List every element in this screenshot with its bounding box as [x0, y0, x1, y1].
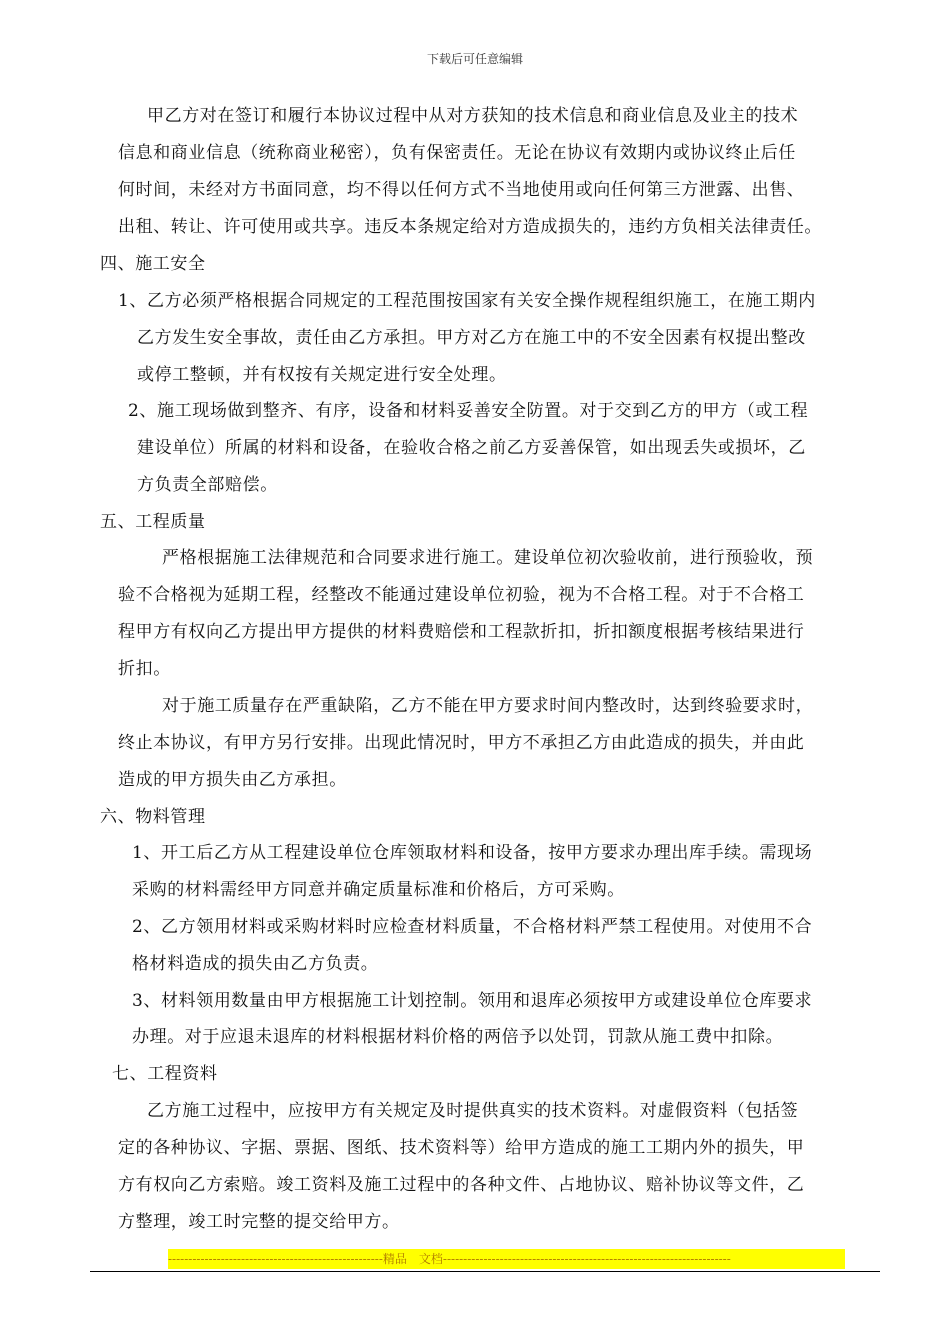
text-line: 信息和商业信息（统称商业秘密），负有保密责任。无论在协议有效期内或协议终止后任	[118, 143, 796, 163]
footer-rule	[90, 1271, 880, 1272]
section-heading: 四、施工安全	[100, 254, 206, 274]
footer-watermark: -----------------------------------------------------精品 文档-----------------------------------------------------------------------	[168, 1249, 845, 1269]
text-line: 1、乙方必须严格根据合同规定的工程范围按国家有关安全操作规程组织施工，在施工期内	[118, 291, 816, 311]
text-line: 2、乙方领用材料或采购材料时应检查材料质量，不合格材料严禁工程使用。对使用不合	[132, 917, 813, 937]
text-line: 何时间，未经对方书面同意，均不得以任何方式不当地使用或向任何第三方泄露、出售、	[118, 180, 805, 200]
text-line: 造成的甲方损失由乙方承担。	[118, 770, 347, 790]
text-line: 出租、转让、许可使用或共享。违反本条规定给对方造成损失的，违约方负相关法律责任。	[118, 217, 822, 237]
text-line: 2、施工现场做到整齐、有序，设备和材料妥善安全防置。对于交到乙方的甲方（或工程	[128, 401, 809, 421]
text-line: 方整理，竣工时完整的提交给甲方。	[118, 1212, 400, 1232]
text-line: 甲乙方对在签订和履行本协议过程中从对方获知的技术信息和商业信息及业主的技术	[147, 106, 799, 126]
section-heading: 五、工程质量	[100, 512, 206, 532]
section-heading: 七、工程资料	[112, 1064, 218, 1084]
text-line: 方负责全部赔偿。	[137, 475, 278, 495]
text-line: 建设单位）所属的材料和设备，在验收合格之前乙方妥善保管，如出现丢失或损坏，乙	[137, 438, 806, 458]
text-line: 严格根据施工法律规范和合同要求进行施工。建设单位初次验收前，进行预验收，预	[162, 548, 814, 568]
download-note: 下载后可任意编辑	[426, 52, 523, 66]
text-line: 乙方施工过程中，应按甲方有关规定及时提供真实的技术资料。对虚假资料（包括签	[147, 1101, 799, 1121]
text-line: 定的各种协议、字据、票据、图纸、技术资料等）给甲方造成的施工工期内外的损失，甲	[118, 1138, 805, 1158]
text-line: 终止本协议，有甲方另行安排。出现此情况时，甲方不承担乙方由此造成的损失，并由此	[118, 733, 805, 753]
text-line: 乙方发生安全事故，责任由乙方承担。甲方对乙方在施工中的不安全因素有权提出整改	[137, 328, 806, 348]
text-line: 或停工整顿，并有权按有关规定进行安全处理。	[137, 365, 507, 385]
text-line: 3、材料领用数量由甲方根据施工计划控制。领用和退库必须按甲方或建设单位仓库要求	[132, 991, 813, 1011]
text-line: 采购的材料需经甲方同意并确定质量标准和价格后，方可采购。	[132, 880, 625, 900]
text-line: 程甲方有权向乙方提出甲方提供的材料费赔偿和工程款折扣，折扣额度根据考核结果进行	[118, 622, 805, 642]
text-line: 办理。对于应退未退库的材料根据材料价格的两倍予以处罚，罚款从施工费中扣除。	[132, 1027, 784, 1047]
text-line: 格材料造成的损失由乙方负责。	[132, 954, 379, 974]
text-line: 对于施工质量存在严重缺陷，乙方不能在甲方要求时间内整改时，达到终验要求时，	[162, 696, 814, 716]
text-line: 方有权向乙方索赔。竣工资料及施工过程中的各种文件、占地协议、赔补协议等文件，乙	[118, 1175, 805, 1195]
text-line: 1、开工后乙方从工程建设单位仓库领取材料和设备，按甲方要求办理出库手续。需现场	[132, 843, 813, 863]
text-line: 验不合格视为延期工程，经整改不能通过建设单位初验，视为不合格工程。对于不合格工	[118, 585, 805, 605]
section-heading: 六、物料管理	[100, 807, 206, 827]
text-line: 折扣。	[118, 659, 171, 679]
